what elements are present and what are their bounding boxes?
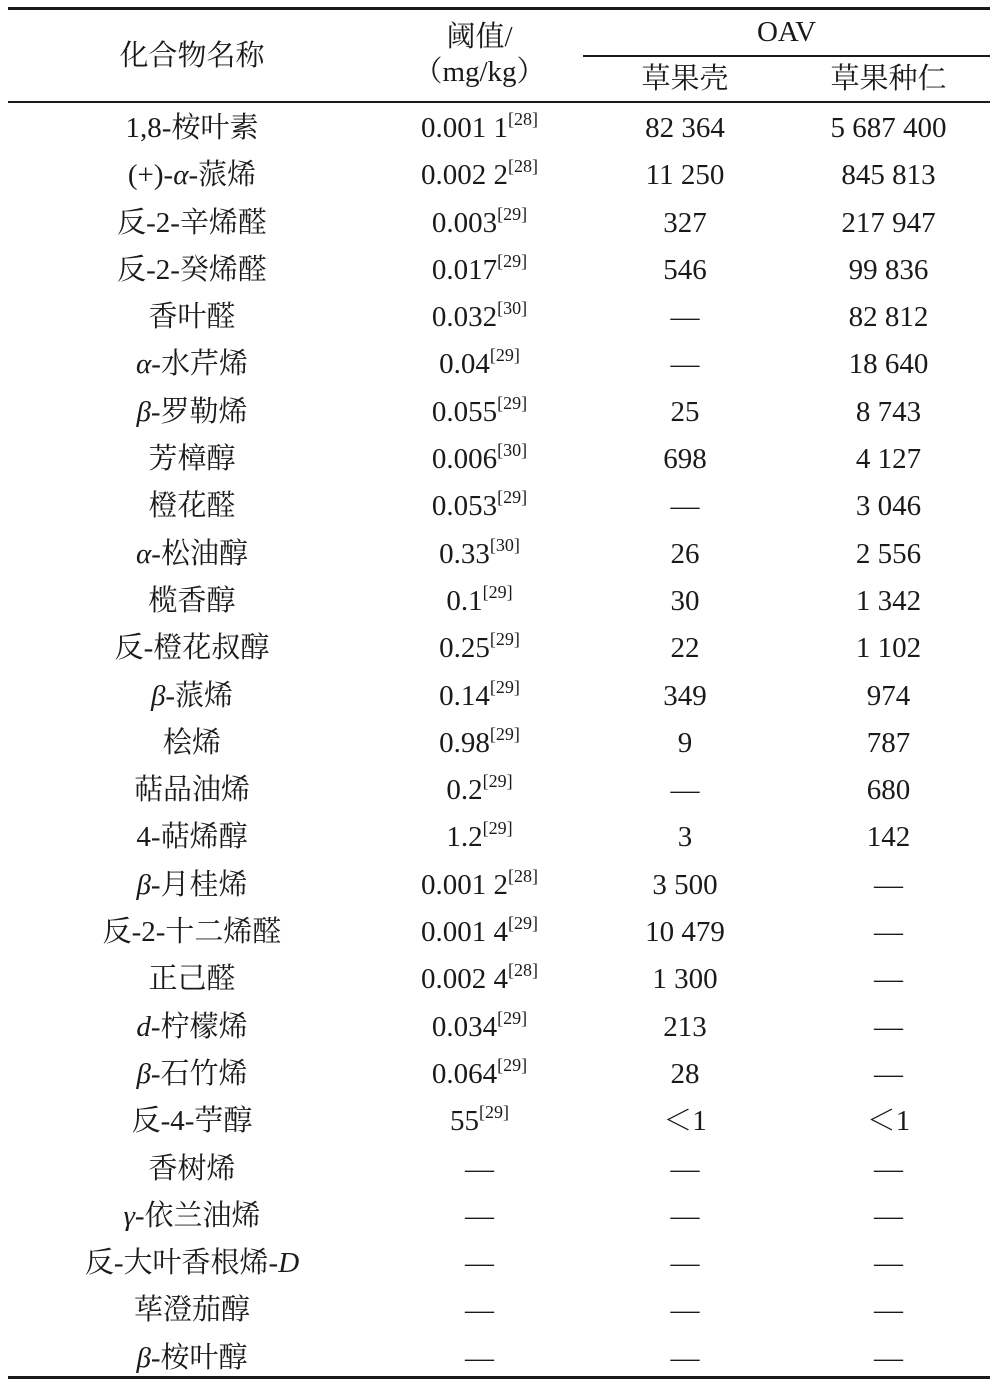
threshold-value: 0.055 bbox=[431, 395, 498, 428]
reference-citation: [29] bbox=[479, 1102, 509, 1123]
header-threshold-line2: （mg/kg） bbox=[413, 56, 546, 88]
reference-citation: [28] bbox=[508, 109, 538, 129]
compound-name bbox=[8, 814, 376, 861]
compound-name-part: 荜澄茄醇 bbox=[133, 1294, 250, 1327]
reference-citation: [29] bbox=[508, 913, 538, 934]
compound-name-part: 香叶醛 bbox=[148, 301, 236, 334]
threshold-cell bbox=[376, 1051, 583, 1098]
compound-name-part: β bbox=[136, 395, 151, 428]
threshold-value: 0.002 4 bbox=[421, 963, 508, 996]
threshold-value: — bbox=[465, 1341, 494, 1374]
header-shell: 草果壳 bbox=[641, 63, 729, 95]
oav-seed-value: 8 743 bbox=[855, 395, 922, 428]
threshold-value: 0.017 bbox=[431, 253, 498, 286]
compound-name-part: -松油醇 bbox=[151, 537, 248, 570]
compound-name-part: -桉叶醇 bbox=[150, 1341, 248, 1374]
compound-name-part: -柠檬烯 bbox=[150, 1010, 248, 1043]
compound-name-part: 4-萜烯醇 bbox=[136, 821, 248, 854]
compound-name bbox=[8, 1240, 376, 1287]
threshold-cell bbox=[376, 247, 583, 294]
threshold-value: — bbox=[465, 1247, 494, 1280]
table-row bbox=[8, 436, 990, 483]
oav-seed-value: 680 bbox=[866, 774, 911, 807]
compound-name bbox=[8, 720, 376, 767]
compound-name-part: γ bbox=[123, 1199, 135, 1232]
threshold-value: 0.006 bbox=[431, 443, 498, 476]
header-threshold-line1: 阈值/ bbox=[446, 21, 513, 53]
oav-seed-value: 18 640 bbox=[848, 348, 929, 381]
compound-name bbox=[8, 1051, 376, 1098]
threshold-cell bbox=[376, 1240, 583, 1287]
compound-name bbox=[8, 956, 376, 1003]
threshold-value: 0.04 bbox=[439, 348, 490, 381]
oav-shell-value: 22 bbox=[670, 632, 700, 665]
threshold-value: — bbox=[465, 1152, 494, 1185]
table-row bbox=[8, 956, 990, 1003]
oav-seed-value: 82 812 bbox=[848, 301, 929, 334]
compound-name bbox=[8, 152, 376, 199]
threshold-cell bbox=[376, 625, 583, 672]
compound-name bbox=[8, 1193, 376, 1240]
header-threshold bbox=[376, 20, 583, 90]
oav-shell-value: 10 479 bbox=[645, 916, 725, 949]
table-row bbox=[8, 200, 990, 247]
threshold-cell bbox=[376, 1098, 583, 1145]
oav-shell-value: ＜1 bbox=[663, 1105, 707, 1138]
oav-shell-value: — bbox=[670, 490, 700, 523]
oav-shell-value: 3 bbox=[677, 821, 693, 854]
table-bottom-rule bbox=[8, 1376, 990, 1379]
compound-name-part: β bbox=[136, 1057, 151, 1090]
compound-name-part: D bbox=[278, 1247, 300, 1280]
threshold-value: 0.002 2 bbox=[421, 159, 508, 192]
threshold-value: 0.001 4 bbox=[421, 916, 508, 949]
threshold-value: 0.001 1 bbox=[421, 112, 508, 144]
compound-name-part: α bbox=[136, 537, 152, 570]
compound-name-part: d bbox=[136, 1010, 151, 1043]
oav-shell-value: 213 bbox=[663, 1010, 707, 1043]
compound-name bbox=[8, 1098, 376, 1145]
compound-name-part: 反-2-癸烯醛 bbox=[117, 253, 267, 286]
compound-name-part: -罗勒烯 bbox=[150, 395, 248, 428]
oav-seed-value: — bbox=[874, 1010, 903, 1043]
compound-name bbox=[8, 436, 376, 483]
compound-name-part: -水芹烯 bbox=[151, 348, 248, 381]
threshold-value: 0.053 bbox=[431, 490, 498, 523]
threshold-cell bbox=[376, 956, 583, 1003]
threshold-cell bbox=[376, 1335, 583, 1382]
oav-seed-value: 3 046 bbox=[855, 490, 922, 523]
compound-name-part: 反-橙花叔醇 bbox=[114, 632, 270, 665]
compound-name-part: 桧烯 bbox=[162, 726, 221, 759]
threshold-cell bbox=[376, 767, 583, 814]
threshold-value: 0.003 bbox=[431, 206, 498, 239]
threshold-cell bbox=[376, 436, 583, 483]
threshold-value: 1.2 bbox=[446, 821, 483, 854]
reference-citation: [29] bbox=[489, 629, 520, 650]
oav-shell-value: — bbox=[670, 1341, 700, 1374]
threshold-value: 0.064 bbox=[431, 1057, 498, 1090]
table-row bbox=[8, 1051, 990, 1098]
reference-citation: [29] bbox=[497, 487, 528, 508]
oav-shell-value: 11 250 bbox=[645, 159, 725, 192]
compound-name bbox=[8, 625, 376, 672]
compound-name-part: -蒎烯 bbox=[188, 159, 257, 192]
table-row bbox=[8, 767, 990, 814]
threshold-cell bbox=[376, 673, 583, 720]
compound-name bbox=[8, 909, 376, 956]
compound-name bbox=[8, 673, 376, 720]
threshold-cell bbox=[376, 389, 583, 436]
reference-citation: [29] bbox=[497, 392, 528, 413]
oav-seed-value: 4 127 bbox=[855, 443, 922, 476]
threshold-cell bbox=[376, 578, 583, 625]
oav-seed-value: — bbox=[874, 1199, 903, 1232]
compound-name bbox=[8, 767, 376, 814]
table-row bbox=[8, 105, 990, 152]
threshold-value: 0.25 bbox=[439, 632, 490, 665]
compound-name-part: 反-4-苧醇 bbox=[131, 1105, 253, 1138]
oav-seed-value: — bbox=[874, 1294, 903, 1327]
oav-shell-value: — bbox=[670, 348, 700, 381]
table-row bbox=[8, 1004, 990, 1051]
threshold-value: 0.034 bbox=[431, 1010, 498, 1043]
reference-citation: [30] bbox=[497, 440, 528, 461]
oav-shell-value: — bbox=[670, 301, 700, 334]
reference-citation: [29] bbox=[497, 1054, 528, 1075]
oav-seed-value: 1 342 bbox=[855, 584, 922, 617]
threshold-value: — bbox=[465, 1199, 494, 1232]
compound-name-part: 萜品油烯 bbox=[133, 774, 250, 807]
compound-name-part: 正己醛 bbox=[148, 963, 236, 996]
threshold-cell bbox=[376, 1287, 583, 1334]
threshold-cell bbox=[376, 483, 583, 530]
oav-seed-value: — bbox=[874, 1057, 903, 1090]
table-row bbox=[8, 389, 990, 436]
oav-seed-value: 1 102 bbox=[855, 632, 922, 665]
oav-seed-value: 974 bbox=[866, 679, 911, 712]
compound-name bbox=[8, 578, 376, 625]
threshold-cell bbox=[376, 862, 583, 909]
table-row bbox=[8, 1098, 990, 1145]
compound-name-part: β bbox=[136, 868, 151, 901]
threshold-value: 0.98 bbox=[439, 726, 490, 759]
compound-name-part: β bbox=[150, 679, 166, 712]
oav-shell-value: 30 bbox=[670, 584, 700, 617]
threshold-cell bbox=[376, 531, 583, 578]
threshold-cell bbox=[376, 341, 583, 388]
compound-name-part: 榄香醇 bbox=[148, 584, 236, 617]
compound-name bbox=[8, 105, 376, 152]
compound-name-part: -石竹烯 bbox=[150, 1057, 248, 1090]
compound-name-part: -依兰油烯 bbox=[134, 1199, 261, 1232]
threshold-cell bbox=[376, 152, 583, 199]
table-row bbox=[8, 1146, 990, 1193]
compound-name-part: β bbox=[136, 1341, 151, 1374]
compound-name-part: 芳樟醇 bbox=[148, 443, 236, 476]
compound-name bbox=[8, 483, 376, 530]
compound-name bbox=[8, 294, 376, 341]
table-row bbox=[8, 531, 990, 578]
threshold-cell bbox=[376, 294, 583, 341]
oav-shell-value: 698 bbox=[663, 443, 707, 476]
threshold-value: 0.032 bbox=[431, 301, 498, 334]
compound-name bbox=[8, 1004, 376, 1051]
oav-seed-value: 217 947 bbox=[841, 206, 936, 239]
oav-shell-value: — bbox=[670, 1199, 700, 1232]
oav-shell-value: — bbox=[670, 1294, 700, 1327]
reference-citation: [29] bbox=[482, 581, 513, 602]
header-compound-name: 化合物名称 bbox=[119, 40, 265, 72]
table-body bbox=[8, 105, 990, 1382]
compound-name-part: -月桂烯 bbox=[150, 868, 248, 901]
threshold-value: 55 bbox=[450, 1105, 479, 1138]
compound-name-part: -蒎烯 bbox=[165, 679, 234, 712]
reference-citation: [28] bbox=[508, 156, 538, 177]
header-seed: 草果种仁 bbox=[830, 63, 947, 95]
reference-citation: [29] bbox=[497, 1007, 528, 1028]
compound-name bbox=[8, 200, 376, 247]
table-row bbox=[8, 909, 990, 956]
compound-name bbox=[8, 1335, 376, 1382]
table-row bbox=[8, 1287, 990, 1334]
table-row bbox=[8, 152, 990, 199]
oav-shell-value: — bbox=[670, 774, 700, 807]
compound-name bbox=[8, 862, 376, 909]
table-row bbox=[8, 814, 990, 861]
oav-shell-value: 1 300 bbox=[652, 963, 718, 996]
oav-seed-value: ＜1 bbox=[866, 1105, 911, 1138]
compound-name-part: (+)- bbox=[127, 159, 174, 192]
table-row bbox=[8, 720, 990, 767]
table-row bbox=[8, 483, 990, 530]
threshold-value: 0.14 bbox=[439, 679, 490, 712]
oav-seed-value: — bbox=[874, 963, 903, 996]
table-row bbox=[8, 862, 990, 909]
table-row bbox=[8, 247, 990, 294]
oav-seed-value: — bbox=[874, 916, 903, 949]
threshold-cell bbox=[376, 1193, 583, 1240]
oav-seed-value: — bbox=[874, 1152, 903, 1185]
header-oav: OAV bbox=[756, 16, 817, 48]
threshold-cell bbox=[376, 105, 583, 152]
oav-shell-value: 3 500 bbox=[652, 868, 718, 901]
oav-seed-value: 5 687 400 bbox=[830, 112, 947, 144]
threshold-value: — bbox=[465, 1294, 494, 1327]
compound-name bbox=[8, 247, 376, 294]
table-top-rule bbox=[8, 7, 990, 10]
compound-name-part: 反-2-辛烯醛 bbox=[117, 206, 267, 239]
oav-seed-value: — bbox=[874, 1341, 903, 1374]
reference-citation: [30] bbox=[497, 298, 528, 319]
table-row bbox=[8, 341, 990, 388]
table-row bbox=[8, 1335, 990, 1382]
reference-citation: [29] bbox=[482, 771, 513, 792]
oav-seed-value: 99 836 bbox=[848, 253, 929, 286]
compound-name-part: 1,8-桉叶素 bbox=[125, 112, 259, 144]
oav-seed-value: 787 bbox=[866, 726, 911, 759]
compound-name-part: 反-2-十二烯醛 bbox=[102, 916, 282, 949]
compound-name-part: α bbox=[136, 348, 152, 381]
compound-name bbox=[8, 341, 376, 388]
oav-shell-value: 28 bbox=[670, 1057, 700, 1090]
oav-shell-value: — bbox=[670, 1247, 700, 1280]
oav-header-rule bbox=[583, 55, 990, 57]
threshold-cell bbox=[376, 1146, 583, 1193]
oav-shell-value: 25 bbox=[670, 395, 700, 428]
oav-seed-value: 142 bbox=[866, 821, 911, 854]
reference-citation: [29] bbox=[497, 203, 528, 224]
threshold-cell bbox=[376, 200, 583, 247]
compound-name-part: 橙花醛 bbox=[148, 490, 236, 523]
reference-citation: [29] bbox=[482, 818, 513, 839]
compound-name-part: 香树烯 bbox=[148, 1152, 236, 1185]
table-row bbox=[8, 1240, 990, 1287]
table-row bbox=[8, 625, 990, 672]
oav-seed-value: — bbox=[874, 1247, 903, 1280]
oav-shell-value: 546 bbox=[663, 253, 707, 286]
compound-name bbox=[8, 1146, 376, 1193]
threshold-value: 0.1 bbox=[446, 584, 483, 617]
reference-citation: [28] bbox=[508, 865, 538, 886]
reference-citation: [28] bbox=[508, 960, 538, 981]
threshold-cell bbox=[376, 1004, 583, 1051]
threshold-value: 0.2 bbox=[446, 774, 483, 807]
oav-shell-value: 327 bbox=[663, 206, 707, 239]
oav-shell-value: — bbox=[670, 1152, 700, 1185]
compound-name bbox=[8, 1287, 376, 1334]
threshold-cell bbox=[376, 909, 583, 956]
table-row bbox=[8, 1193, 990, 1240]
threshold-cell bbox=[376, 814, 583, 861]
threshold-value: 0.33 bbox=[439, 537, 490, 570]
oav-shell-value: 349 bbox=[663, 679, 707, 712]
oav-shell-value: 9 bbox=[677, 726, 693, 759]
oav-seed-value: 2 556 bbox=[855, 537, 922, 570]
compound-name bbox=[8, 531, 376, 578]
reference-citation: [30] bbox=[489, 534, 520, 555]
compound-name-part: 反-大叶香根烯- bbox=[84, 1247, 279, 1280]
table-row bbox=[8, 294, 990, 341]
threshold-cell bbox=[376, 720, 583, 767]
oav-seed-value: — bbox=[874, 868, 903, 901]
reference-citation: [29] bbox=[489, 676, 520, 697]
table-row bbox=[8, 578, 990, 625]
table-header-rule bbox=[8, 101, 990, 103]
oav-shell-value: 82 364 bbox=[645, 112, 725, 144]
reference-citation: [29] bbox=[497, 250, 528, 271]
threshold-value: 0.001 2 bbox=[421, 868, 508, 901]
compound-name-part: α bbox=[173, 159, 189, 192]
reference-citation: [29] bbox=[489, 723, 520, 744]
reference-citation: [29] bbox=[489, 345, 520, 366]
oav-seed-value: 845 813 bbox=[841, 159, 936, 192]
oav-shell-value: 26 bbox=[670, 537, 700, 570]
table-row bbox=[8, 673, 990, 720]
compound-name bbox=[8, 389, 376, 436]
